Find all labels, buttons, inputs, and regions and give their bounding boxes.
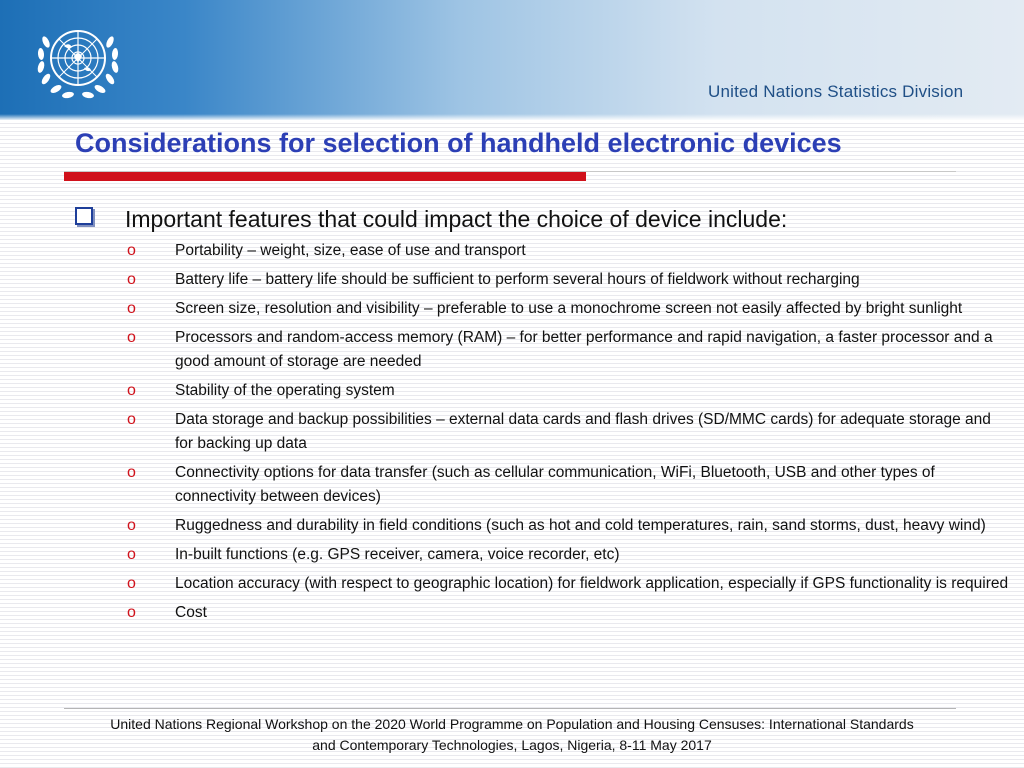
header-banner (0, 0, 1024, 120)
list-item-text: Processors and random-access memory (RAM) – for better performance and rapid navigation, a faster processor and a good amount of storage are needed (175, 329, 993, 370)
footer-line-2: and Contemporary Technologies, Lagos, Nigeria, 8-11 May 2017 (312, 737, 712, 753)
list-item-text: Connectivity options for data transfer (such as cellular communication, WiFi, Bluetooth, USB and other types of connectivity between devices) (175, 464, 935, 505)
list-item-text: In-built functions (e.g. GPS receiver, camera, voice recorder, etc) (175, 546, 620, 563)
division-name: United Nations Statistics Division (708, 82, 964, 101)
list-item (75, 379, 1015, 403)
title-accent-bar (64, 172, 586, 181)
list-item (75, 268, 1015, 292)
list-item-text: Ruggedness and durability in field conditions (such as hot and cold temperatures, rain, sand storms, dust, heavy wind) (175, 517, 986, 534)
bullet-marker: o (127, 575, 136, 592)
lead-bullet-row (75, 202, 1015, 236)
list-item-text: Portability – weight, size, ease of use and transport (175, 242, 526, 259)
list-item (75, 601, 1015, 625)
bullet-marker: o (127, 242, 136, 259)
slide-content (75, 202, 1015, 630)
list-item-text: Location accuracy (with respect to geographic location) for fieldwork application, especially if GPS functionality is required (175, 575, 1009, 592)
list-item (75, 572, 1015, 596)
bullet-marker: o (127, 300, 136, 317)
list-item-text: Data storage and backup possibilities – external data cards and flash drives (SD/MMC cards) for adequate storage and for backing up data (175, 411, 991, 452)
list-item (75, 239, 1015, 263)
list-item-text: Cost (175, 604, 207, 621)
feature-list (75, 239, 1015, 625)
lead-text: Important features that could impact the choice of device include: (125, 206, 788, 232)
list-item (75, 326, 1015, 374)
list-item-text: Stability of the operating system (175, 382, 395, 399)
footer (40, 714, 984, 756)
list-item (75, 408, 1015, 456)
bullet-marker: o (127, 464, 136, 481)
list-item (75, 514, 1015, 538)
bullet-marker: o (127, 411, 136, 428)
list-item-text: Screen size, resolution and visibility – preferable to use a monochrome screen not easily affected by bright sunlight (175, 300, 963, 317)
bullet-marker: o (127, 271, 136, 288)
list-item-text: Battery life – battery life should be sufficient to perform several hours of fieldwork without recharging (175, 271, 860, 288)
list-item (75, 461, 1015, 509)
bullet-marker: o (127, 517, 136, 534)
bullet-marker: o (127, 604, 136, 621)
bullet-marker: o (127, 382, 136, 399)
slide-title: Considerations for selection of handheld electronic devices (75, 128, 842, 158)
footer-divider (64, 708, 956, 709)
checkbox-bullet-icon (75, 207, 93, 225)
bullet-marker: o (127, 329, 136, 346)
un-emblem-icon (28, 12, 128, 108)
bullet-marker: o (127, 546, 136, 563)
list-item (75, 543, 1015, 567)
list-item (75, 297, 1015, 321)
footer-line-1: United Nations Regional Workshop on the 2020 World Programme on Population and Housing Censuses: International Standards (110, 716, 914, 732)
